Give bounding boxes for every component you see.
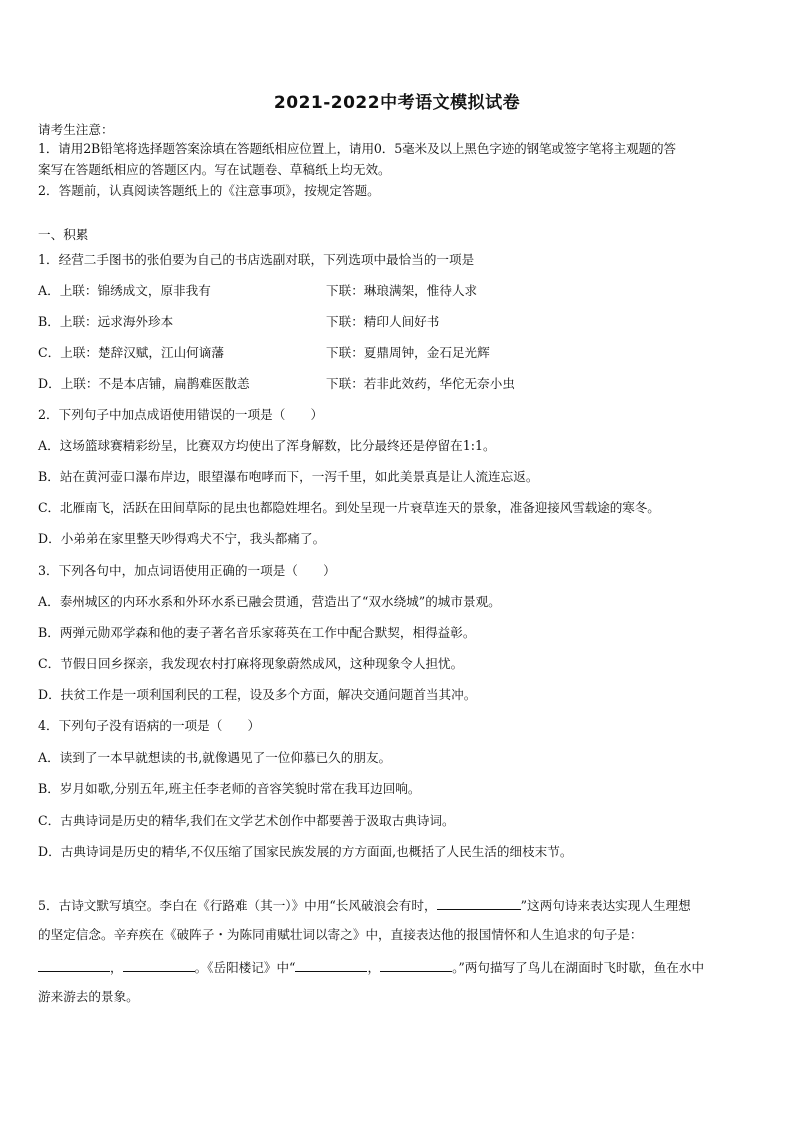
question-2-option-b: B．站在黄河壶口瀑布岸边，眼望瀑布咆哮而下，一泻千里，如此美景真是让人流连忘返。 — [38, 469, 539, 484]
question-4-option-a: A．读到了一本早就想读的书,就像遇见了一位仰慕已久的朋友。 — [38, 750, 392, 765]
question-5-line-2: 的坚定信念。辛弃疾在《破阵子・为陈同甫赋壮词以寄之》中，直接表达他的报国情怀和人生追求的句子是： — [38, 927, 643, 942]
option-b-upper: B．上联：远求海外珍本 — [38, 314, 174, 329]
question-4-stem: 4．下列句子没有语病的一项是（ ） — [38, 718, 261, 733]
answer-blank[interactable] — [38, 957, 110, 972]
question-5-line-1 — [38, 895, 760, 915]
option-c-lower: 下联：夏鼎周钟，金石足光辉 — [326, 345, 490, 360]
question-3-stem: 3．下列各句中，加点词语使用正确的一项是（ ） — [38, 563, 336, 578]
option-d-lower: 下联：若非此效药，华佗无奈小虫 — [326, 376, 515, 391]
question-1-option-d — [38, 375, 760, 393]
question-3-option-a: A．泰州城区的内环水系和外环水系已融会贯通，营造出了“双水绕城”的城市景观。 — [38, 594, 501, 609]
option-c-upper: C．上联：楚辞汉赋，江山何谪藩 — [38, 345, 224, 360]
notice-line-3: 2．答题前，认真阅读答题纸上的《注意事项》，按规定答题。 — [38, 183, 380, 198]
question-5-line-4: 游来游去的景象。 — [38, 989, 139, 1004]
q5-text-3b: 。《岳阳楼记》中“ — [194, 960, 296, 975]
answer-blank[interactable] — [295, 957, 367, 972]
question-4-option-d: D．古典诗词是历史的精华,不仅压缩了国家民族发展的方方面面,也概括了人民生活的细枝末节。 — [38, 844, 573, 859]
option-b-lower: 下联：精印人间好书 — [326, 314, 440, 329]
question-2-option-c: C．北雁南飞，活跃在田间草际的昆虫也都隐姓埋名。到处呈现一片衰草连天的景象，准备迎接风雪载途的寒冬。 — [38, 500, 660, 515]
page-title: 2021-2022中考语文模拟试卷 — [273, 93, 521, 113]
question-2-stem: 2．下列句子中加点成语使用错误的一项是（ ） — [38, 407, 324, 422]
question-1-option-a — [38, 282, 760, 300]
question-3-option-d: D．扶贫工作是一项利国利民的工程，设及多个方面，解决交通问题首当其冲。 — [38, 687, 477, 702]
question-1-stem: 1．经营二手图书的张伯要为自己的书店选副对联，下列选项中最恰当的一项是 — [38, 252, 475, 267]
notice-line-2: 案写在答题纸相应的答题区内。写在试题卷、草稿纸上均无效。 — [38, 162, 391, 177]
q5-text-3a: ， — [110, 960, 123, 975]
question-1-option-b — [38, 313, 760, 331]
section-heading: 一、积累 — [38, 227, 89, 242]
q5-text-3d: 。”两句描写了鸟儿在湖面时飞时歇，鱼在水中 — [452, 960, 705, 975]
question-5-line-3 — [38, 957, 760, 977]
notice-line-1: 1．请用2B铅笔将选择题答案涂填在答题纸相应位置上，请用0．5毫米及以上黑色字迹的钢笔或签字笔将主观题的答 — [38, 141, 676, 156]
question-2-option-d: D．小弟弟在家里整天吵得鸡犬不宁，我头都痛了。 — [38, 531, 326, 546]
q5-text-3c: ， — [367, 960, 381, 975]
q5-text-1a: 5．古诗文默写填空。李白在《行路难（其一）》中用“长风破浪会有时， — [38, 898, 437, 913]
answer-blank[interactable] — [437, 895, 521, 910]
question-2-option-a: A．这场篮球赛精彩纷呈，比赛双方均使出了浑身解数，比分最终还是停留在1:1。 — [38, 438, 496, 453]
answer-blank[interactable] — [123, 957, 195, 972]
notice-heading: 请考生注意： — [38, 122, 114, 137]
option-a-upper: A．上联：锦绣成文，原非我有 — [38, 283, 211, 298]
question-3-option-b: B．两弹元勋邓学森和他的妻子著名音乐家蒋英在工作中配合默契，相得益彰。 — [38, 625, 476, 640]
answer-blank[interactable] — [380, 957, 452, 972]
q5-text-1b: ”这两句诗来表达实现人生理想 — [520, 898, 691, 913]
question-3-option-c: C．节假日回乡探亲，我发现农村打麻将现象蔚然成风，这种现象令人担忧。 — [38, 656, 464, 671]
question-4-option-b: B．岁月如歌,分别五年,班主任李老师的音容笑貌时常在我耳边回响。 — [38, 781, 421, 796]
question-4-option-c: C．古典诗词是历史的精华,我们在文学艺术创作中都要善于汲取古典诗词。 — [38, 813, 455, 828]
question-1-option-c — [38, 344, 760, 362]
option-d-upper: D．上联：不是本店铺，扁鹊难医散恙 — [38, 376, 250, 391]
option-a-lower: 下联：琳琅满架，惟待人求 — [326, 283, 478, 298]
